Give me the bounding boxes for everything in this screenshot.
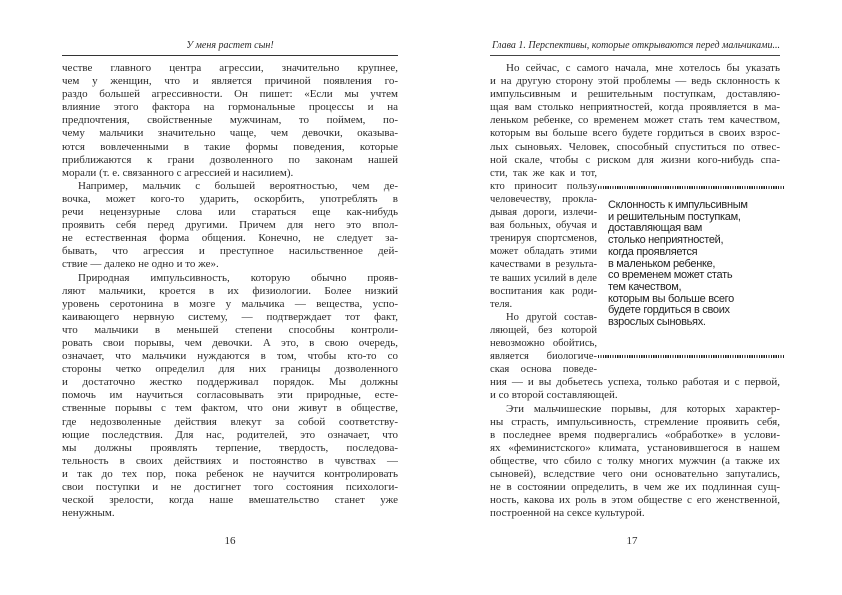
text-line: которым вы больше всего будете гордиться в своих взрос-: [490, 127, 780, 140]
text-line: не естественная форма общения. Конечно, не следует за-: [62, 232, 398, 245]
pull-quote-line: которым вы больше всего: [608, 292, 734, 305]
pull-quote-line: столько неприятностей,: [608, 234, 724, 247]
text-line: является биологиче-: [490, 351, 597, 363]
pull-quote-line: тем качеством,: [608, 280, 682, 293]
pull-quote-line: будете гордиться в своих: [608, 304, 730, 317]
text-line: ровать свои порывы, чем девочки. А это, в свою очередь,: [62, 336, 398, 349]
text-line: леньком ребенке, со временем может стать тем качеством,: [490, 114, 780, 127]
text-line: теля.: [490, 298, 513, 310]
text-line: сти, так же как и тот,: [490, 167, 597, 179]
text-line: речи нецензурные слова или стараться еще как-нибудь: [62, 206, 398, 219]
text-line: чему мальчики значительно чаще, чем девочки, оказыва-: [62, 127, 398, 140]
pull-quote-line: в маленьком ребенке,: [608, 257, 716, 270]
text-line: где недозволенные действия влекут за собой соответству-: [62, 415, 398, 428]
text-line: что мальчики в меньшей степени способны контроли-: [62, 323, 398, 336]
text-line: ляют мальчики, кроется в их физиологии. Более низкий: [62, 284, 398, 297]
text-line: воспитания как роди-: [490, 285, 597, 297]
pull-quote-text: [608, 200, 748, 329]
text-line: и так до тех пор, пока ребенок не научится контролировать: [62, 467, 398, 480]
text-line: чем у женщин, что и является причиной появления го-: [62, 75, 398, 88]
header-rule: [490, 55, 780, 56]
text-line: импульсивным и решительным поступкам, доставляю-: [490, 88, 780, 101]
text-line: раздо большей агрессивности. Он пишет: «Если мы учтем: [62, 88, 398, 101]
text-line: ственные порывы с тем фактом, что они живут в обществе,: [62, 402, 398, 415]
text-line: щая вам столько неприятностей, когда проявляется в ма-: [490, 101, 780, 114]
text-line: ческой зрелости, когда наше вмешательство станет уже: [62, 494, 398, 507]
text-line: сыновей), вследствие чего они основательно запутались,: [490, 468, 780, 481]
text-line: обществе, что сбило с толку многих мужчин (а также их: [490, 454, 780, 467]
page-number: 17: [626, 535, 638, 547]
text-line: невозможно обойтись,: [490, 338, 597, 350]
text-line: проявить себя перед другими. Причем для него это впол-: [62, 219, 398, 232]
text-line: ляющей, без которой: [490, 324, 597, 336]
body-text-bottom: [490, 376, 780, 520]
text-line: тельность в своих действиях и постоянство в чувствах —: [62, 454, 398, 467]
text-line: Природная импульсивность, которую обычно прояв-: [78, 271, 398, 284]
running-header: У меня растет сын!: [186, 40, 274, 51]
pull-quote-line: Склонность к импульсивным: [608, 199, 748, 211]
right-page: [421, 0, 842, 595]
text-line: и на другую сторону этой проблемы — ведь склонность к: [490, 75, 780, 88]
text-line: влияние этого фактора на гормональные процессы и на: [62, 101, 398, 114]
pull-quote-box: [598, 186, 785, 358]
text-line: каивающего нервную систему, — подтверждает тот факт,: [62, 310, 398, 323]
text-line: Но сейчас, с самого начала, мне хотелось бы указать: [506, 62, 780, 74]
running-header: Глава 1. Перспективы, которые открываются перед мальчиками...: [491, 40, 780, 51]
body-text: [62, 62, 398, 520]
text-line: и со второй составляющей.: [490, 389, 618, 402]
text-line: морали (т. е. связанного с агрессией и насилием).: [62, 166, 294, 179]
text-line: помочь им научиться согласовывать эти природные, есте-: [62, 389, 398, 402]
text-line: ская основа поведе-: [490, 364, 597, 376]
text-line: ность, какова их роль в этом обществе с его женственной,: [490, 494, 780, 507]
text-line: кто приносит пользу: [490, 180, 597, 192]
text-line: вая больных, обучая и: [490, 220, 597, 232]
text-line: ния — и вы добьетесь успеха, только работая и с первой,: [490, 376, 780, 389]
text-line: ной скале, чтобы с риском для жизни кого-нибудь спа-: [490, 153, 780, 166]
pull-quote-line: когда проявляется: [608, 245, 698, 258]
text-line: ненужным.: [62, 507, 115, 520]
text-line: ствие — далеко не одно и то же».: [62, 258, 219, 271]
text-line: ющие последствия. Для нас, родителей, это означает, что: [62, 428, 398, 441]
text-line: мы должны проявлять терпение, твердость, последова-: [62, 441, 398, 454]
text-line: те ваших усилий в деле: [490, 272, 597, 284]
text-line: и достаточно жестко поддерживал порядок. Мы должны: [62, 376, 398, 389]
text-line: человечеству, прокла-: [490, 193, 597, 205]
text-line: ются вовлеченными в такие формы поведения, которые: [62, 140, 398, 153]
pull-quote-line: со временем может стать: [608, 269, 733, 282]
text-line: уровень серотонина в мозге у мальчика — вещества, успо-: [62, 297, 398, 310]
text-line: построенной на сексе культурой.: [490, 507, 645, 520]
text-line: в последнее время подвергались «обработке» в услови-: [490, 428, 780, 441]
text-line: Эти мальчишеские порывы, для которых характер-: [506, 402, 780, 415]
text-line: качествами в результа-: [490, 259, 597, 271]
text-line: честве главного центра агрессии, значительно крупнее,: [62, 62, 398, 74]
dotted-rule-top: [598, 186, 785, 189]
text-line: Например, мальчик с большей вероятностью, чем де-: [78, 179, 398, 192]
text-line: может обладать этими: [490, 246, 597, 258]
text-line: означает, что мальчики нуждаются в том, чтобы кто-то со: [62, 350, 398, 363]
page-number: 16: [224, 535, 236, 547]
pull-quote-line: и решительным поступкам,: [608, 210, 741, 223]
body-text-narrow-column: [490, 167, 597, 377]
text-line: дывая дороги, излечи-: [490, 207, 597, 219]
text-line: вочка, может кого-то ударить, оскорбить, употреблять в: [62, 192, 398, 205]
text-line: свои поступки и не достигнет того состояния психологи-: [62, 481, 398, 493]
dotted-rule-bottom: [598, 355, 785, 358]
text-line: предпочтения, свойственные мужчинам, то поймем, по-: [62, 114, 398, 127]
text-line: не в состоянии определить, в чем же их подлинная сущ-: [490, 481, 780, 494]
text-line: бывать, что агрессия и преступное насильственное дей-: [62, 245, 398, 258]
text-line: тренируя спортсменов,: [490, 233, 597, 245]
text-line: ях «феминистского» климата, установившегося в нашем: [490, 441, 780, 454]
pull-quote-line: взрослых сыновьях.: [608, 316, 706, 329]
text-line: приближаются к грани дозволенного по законам нашей: [62, 153, 398, 166]
text-line: лых сыновьях. Человек, способный спуститься по отвес-: [490, 140, 780, 153]
body-text-top: [490, 62, 780, 167]
text-line: стороны четко определил для них границы дозволенного: [62, 363, 398, 376]
pull-quote-line: доставляющая вам: [608, 222, 703, 235]
text-line: ны страсть, импульсивность, стремление проявить себя,: [490, 415, 780, 428]
header-rule: [62, 55, 398, 56]
text-line: Но другой состав-: [506, 311, 597, 323]
